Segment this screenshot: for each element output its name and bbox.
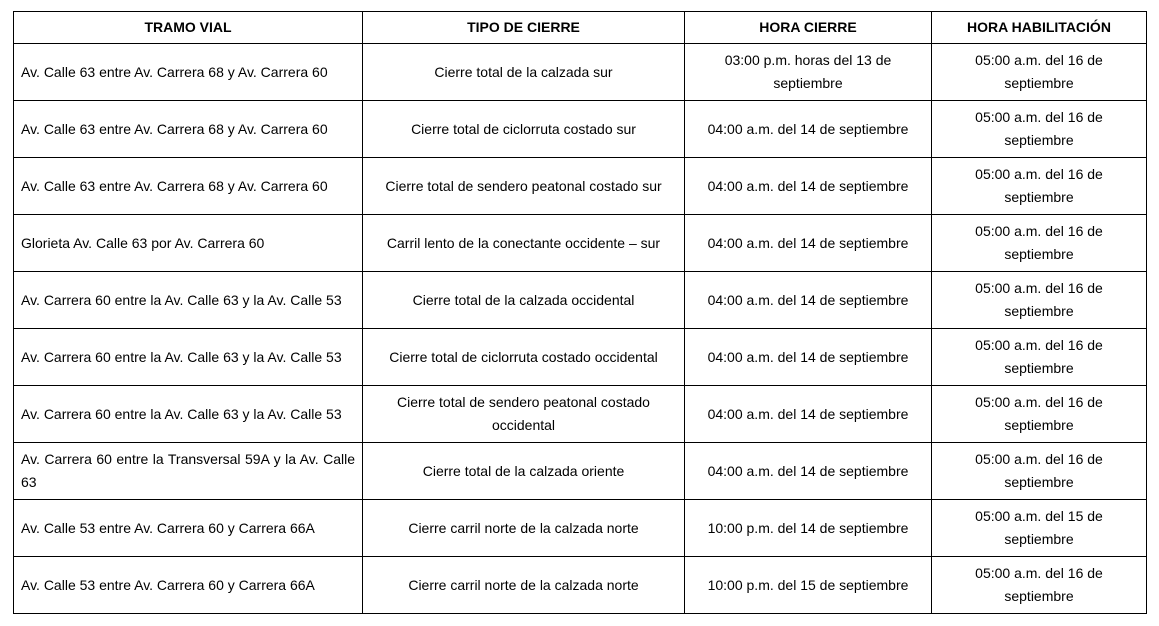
cell-tipo-de-cierre: Cierre carril norte de la calzada norte xyxy=(363,500,685,557)
cell-tipo-de-cierre: Cierre total de sendero peatonal costado occidental xyxy=(363,386,685,443)
table-row xyxy=(14,101,1147,158)
table-row xyxy=(14,158,1147,215)
cell-hora-habilitacion: 05:00 a.m. del 16 de septiembre xyxy=(932,386,1147,443)
table-row xyxy=(14,386,1147,443)
cell-tramo-vial: Av. Carrera 60 entre la Av. Calle 63 y la Av. Calle 53 xyxy=(14,329,363,386)
header-row xyxy=(14,12,1147,44)
cell-hora-cierre: 10:00 p.m. del 14 de septiembre xyxy=(685,500,932,557)
header-tipo-de-cierre: TIPO DE CIERRE xyxy=(363,12,685,44)
cell-tipo-de-cierre: Cierre total de ciclorruta costado occidental xyxy=(363,329,685,386)
table-header xyxy=(14,12,1147,44)
cell-hora-cierre: 04:00 a.m. del 14 de septiembre xyxy=(685,272,932,329)
header-hora-cierre: HORA CIERRE xyxy=(685,12,932,44)
cell-hora-habilitacion: 05:00 a.m. del 16 de septiembre xyxy=(932,44,1147,101)
cell-tramo-vial: Av. Calle 63 entre Av. Carrera 68 y Av. Carrera 60 xyxy=(14,158,363,215)
cell-hora-habilitacion: 05:00 a.m. del 16 de septiembre xyxy=(932,272,1147,329)
road-closures-table xyxy=(13,11,1147,614)
cell-tipo-de-cierre: Cierre total de ciclorruta costado sur xyxy=(363,101,685,158)
cell-tipo-de-cierre: Cierre carril norte de la calzada norte xyxy=(363,557,685,614)
cell-tramo-vial: Av. Calle 63 entre Av. Carrera 68 y Av. Carrera 60 xyxy=(14,44,363,101)
cell-tipo-de-cierre: Cierre total de la calzada sur xyxy=(363,44,685,101)
cell-tramo-vial: Av. Calle 63 entre Av. Carrera 68 y Av. Carrera 60 xyxy=(14,101,363,158)
cell-tramo-vial: Av. Carrera 60 entre la Transversal 59A y la Av. Calle 63 xyxy=(14,443,363,500)
cell-tramo-vial: Av. Carrera 60 entre la Av. Calle 63 y la Av. Calle 53 xyxy=(14,272,363,329)
cell-hora-habilitacion: 05:00 a.m. del 16 de septiembre xyxy=(932,443,1147,500)
table-row xyxy=(14,44,1147,101)
cell-hora-habilitacion: 05:00 a.m. del 15 de septiembre xyxy=(932,500,1147,557)
cell-hora-habilitacion: 05:00 a.m. del 16 de septiembre xyxy=(932,158,1147,215)
cell-tipo-de-cierre: Cierre total de la calzada occidental xyxy=(363,272,685,329)
cell-hora-cierre: 04:00 a.m. del 14 de septiembre xyxy=(685,443,932,500)
cell-hora-habilitacion: 05:00 a.m. del 16 de septiembre xyxy=(932,101,1147,158)
table-row xyxy=(14,557,1147,614)
cell-tramo-vial: Av. Calle 53 entre Av. Carrera 60 y Carrera 66A xyxy=(14,557,363,614)
cell-hora-cierre: 04:00 a.m. del 14 de septiembre xyxy=(685,329,932,386)
table-body xyxy=(14,44,1147,614)
table-row xyxy=(14,329,1147,386)
cell-hora-cierre: 10:00 p.m. del 15 de septiembre xyxy=(685,557,932,614)
cell-hora-habilitacion: 05:00 a.m. del 16 de septiembre xyxy=(932,557,1147,614)
table-row xyxy=(14,500,1147,557)
header-hora-habilitacion: HORA HABILITACIÓN xyxy=(932,12,1147,44)
cell-tipo-de-cierre: Carril lento de la conectante occidente – sur xyxy=(363,215,685,272)
cell-hora-cierre: 04:00 a.m. del 14 de septiembre xyxy=(685,215,932,272)
table-row xyxy=(14,443,1147,500)
cell-hora-cierre: 04:00 a.m. del 14 de septiembre xyxy=(685,101,932,158)
cell-hora-cierre: 03:00 p.m. horas del 13 de septiembre xyxy=(685,44,932,101)
table-row xyxy=(14,215,1147,272)
table-row xyxy=(14,272,1147,329)
cell-tramo-vial: Av. Calle 53 entre Av. Carrera 60 y Carrera 66A xyxy=(14,500,363,557)
cell-hora-habilitacion: 05:00 a.m. del 16 de septiembre xyxy=(932,329,1147,386)
cell-hora-cierre: 04:00 a.m. del 14 de septiembre xyxy=(685,386,932,443)
cell-tipo-de-cierre: Cierre total de sendero peatonal costado sur xyxy=(363,158,685,215)
cell-hora-habilitacion: 05:00 a.m. del 16 de septiembre xyxy=(932,215,1147,272)
header-tramo-vial: TRAMO VIAL xyxy=(14,12,363,44)
cell-hora-cierre: 04:00 a.m. del 14 de septiembre xyxy=(685,158,932,215)
cell-tipo-de-cierre: Cierre total de la calzada oriente xyxy=(363,443,685,500)
cell-tramo-vial: Glorieta Av. Calle 63 por Av. Carrera 60 xyxy=(14,215,363,272)
cell-tramo-vial: Av. Carrera 60 entre la Av. Calle 63 y la Av. Calle 53 xyxy=(14,386,363,443)
